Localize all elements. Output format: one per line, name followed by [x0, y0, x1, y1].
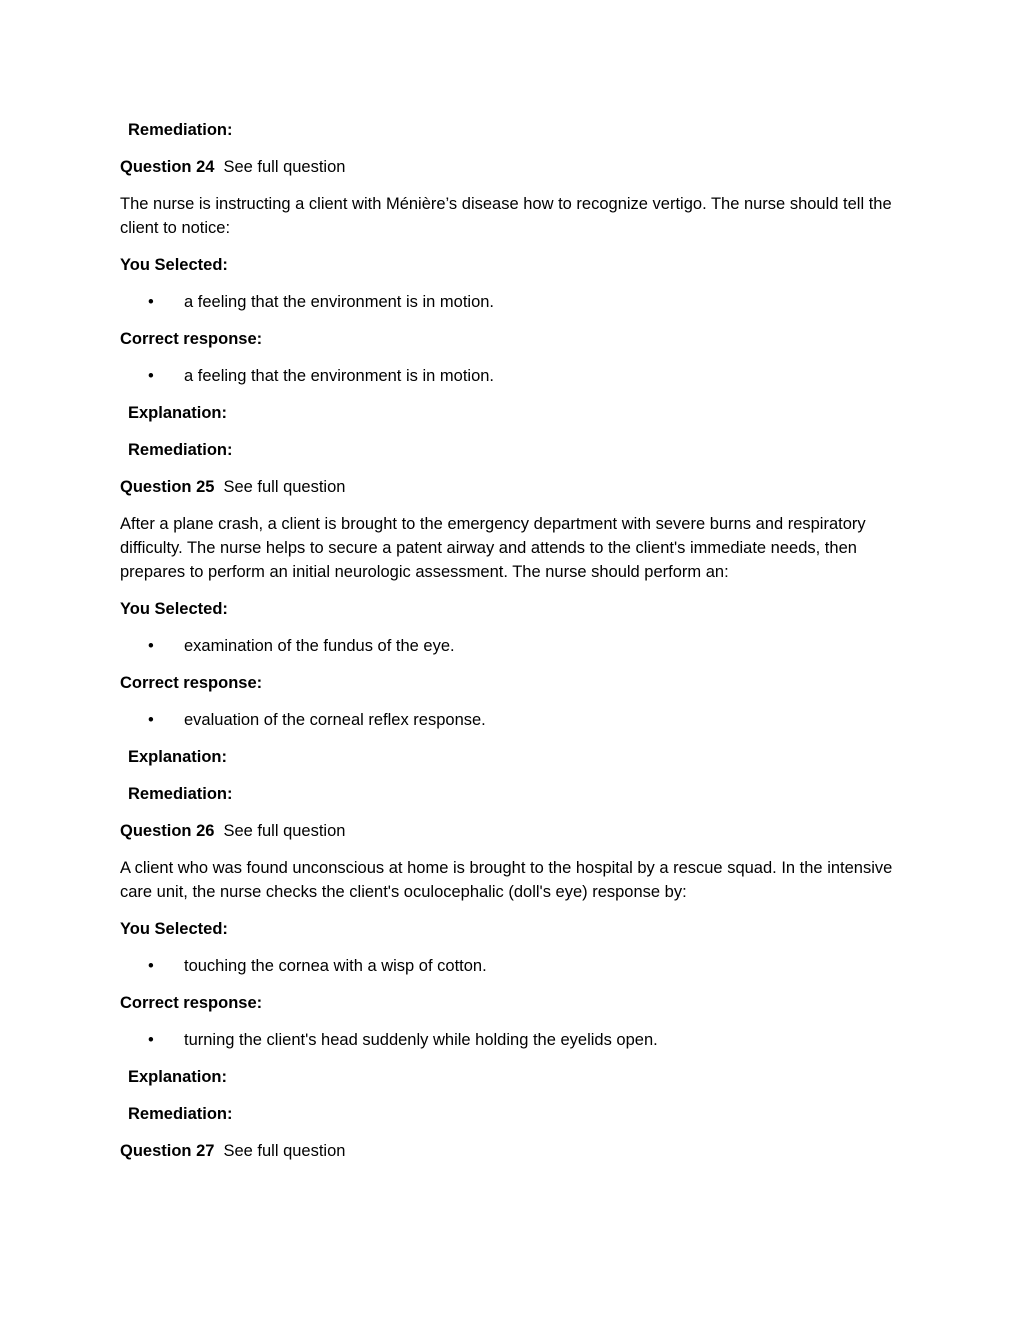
selected-answer	[120, 290, 900, 314]
you-selected-label: You Selected:	[120, 920, 228, 938]
selected-answer	[120, 954, 900, 978]
remediation-label: Remediation:	[128, 1105, 233, 1123]
question-25-header	[120, 475, 900, 499]
correct-answer-text: turning the client's head suddenly while holding the eyelids open.	[184, 1031, 658, 1049]
correct-response-label: Correct response:	[120, 330, 263, 348]
selected-answer-text: examination of the fundus of the eye.	[184, 637, 455, 655]
question-text: The nurse is instructing a client with Ménière’s disease how to recognize vertigo. The nurse should tell the client to notice:	[120, 195, 892, 237]
question-text: After a plane crash, a client is brought to the emergency department with severe burns and respiratory difficulty. The nurse helps to secure a patent airway and attends to the client's immediate needs, then prepares to perform an initial neurologic assessment. The nurse should perform an:	[120, 515, 866, 581]
remediation-label: Remediation:	[128, 441, 233, 459]
question-number: Question 24	[120, 158, 215, 176]
correct-answer-text: a feeling that the environment is in motion.	[184, 367, 495, 385]
correct-response-label: Correct response:	[120, 674, 263, 692]
bullet-icon: •	[148, 637, 154, 655]
bullet-icon: •	[148, 1031, 154, 1049]
explanation-label: Explanation:	[128, 748, 228, 766]
correct-answer	[120, 364, 900, 388]
question-number: Question 25	[120, 478, 215, 496]
remediation-label: Remediation:	[128, 785, 233, 803]
correct-response-label: Correct response:	[120, 994, 263, 1012]
explanation-label: Explanation:	[128, 1068, 228, 1086]
correct-answer	[120, 1028, 900, 1052]
correct-answer-text: evaluation of the corneal reflex response.	[184, 711, 486, 729]
question-26-header	[120, 819, 900, 843]
see-full-question-link[interactable]: See full question	[223, 822, 346, 840]
bullet-icon: •	[148, 957, 154, 975]
bullet-icon: •	[148, 367, 154, 385]
document-page	[120, 118, 900, 1163]
explanation-label: Explanation:	[128, 404, 228, 422]
question-27-header	[120, 1139, 900, 1163]
see-full-question-link[interactable]: See full question	[223, 158, 346, 176]
question-number: Question 26	[120, 822, 215, 840]
correct-answer	[120, 708, 900, 732]
question-text: A client who was found unconscious at home is brought to the hospital by a rescue squad. In the intensive care unit, the nurse checks the client's oculocephalic (doll's eye) response by:	[120, 859, 893, 901]
selected-answer	[120, 634, 900, 658]
bullet-icon: •	[148, 293, 154, 311]
bullet-icon: •	[148, 711, 154, 729]
see-full-question-link[interactable]: See full question	[223, 1142, 346, 1160]
you-selected-label: You Selected:	[120, 600, 228, 618]
question-24-header	[120, 155, 900, 179]
you-selected-label: You Selected:	[120, 256, 228, 274]
selected-answer-text: a feeling that the environment is in motion.	[184, 293, 495, 311]
question-number: Question 27	[120, 1142, 215, 1160]
remediation-label: Remediation:	[128, 121, 233, 139]
selected-answer-text: touching the cornea with a wisp of cotton.	[184, 957, 487, 975]
see-full-question-link[interactable]: See full question	[223, 478, 346, 496]
